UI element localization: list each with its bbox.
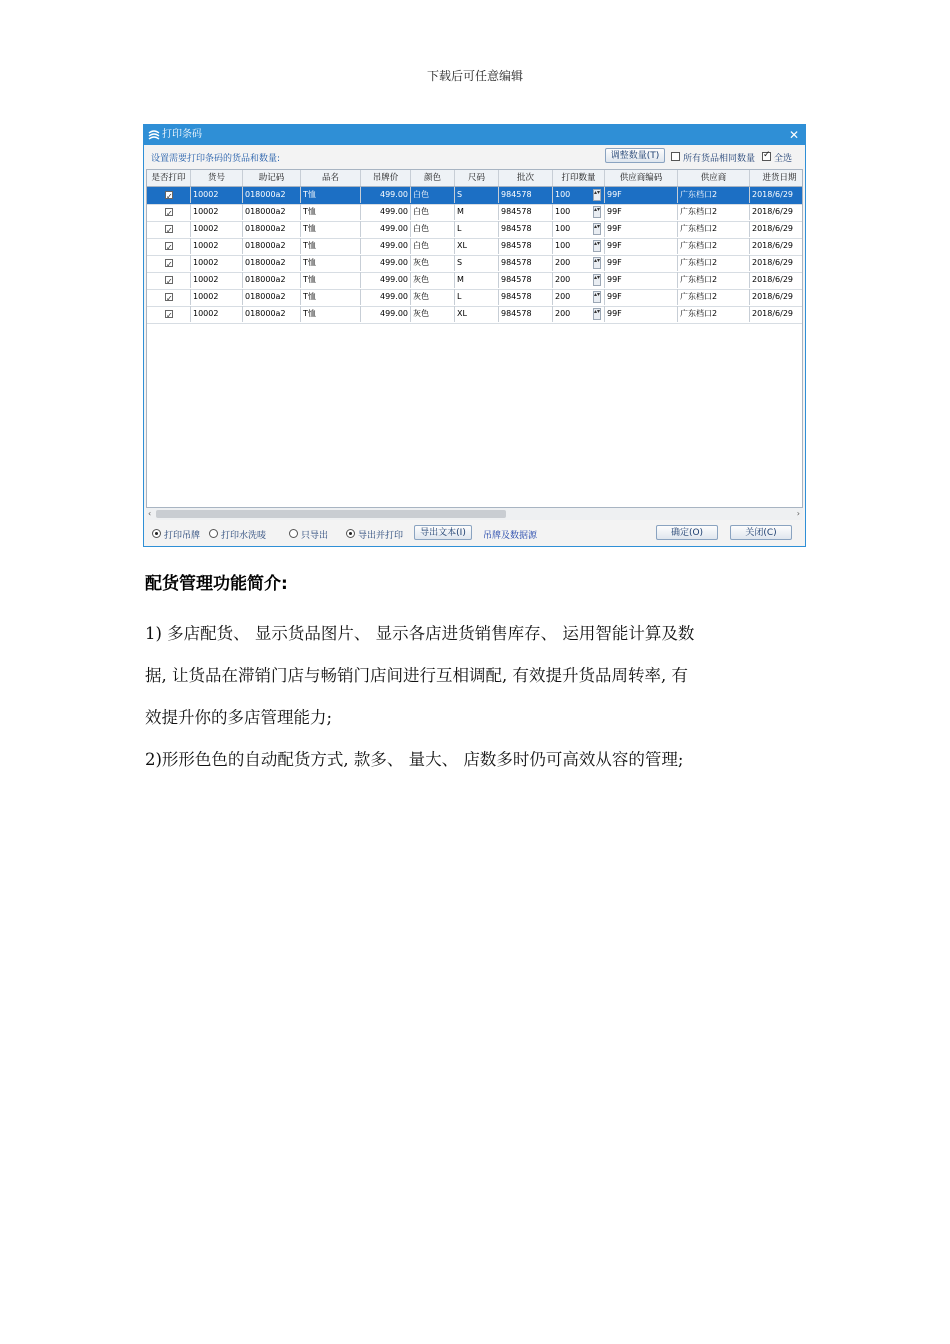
select-all-checkbox[interactable] xyxy=(762,152,771,161)
cell-memo: 018000a2 xyxy=(243,221,301,237)
table-row[interactable] xyxy=(147,187,803,205)
adjust-quantity-button[interactable]: 调整数量(T) xyxy=(605,148,665,163)
quantity-spinner-icon[interactable]: ▴▾ xyxy=(593,189,601,201)
cell-size: S xyxy=(455,187,499,203)
print-barcode-window xyxy=(143,124,806,547)
print-checkbox-cell[interactable] xyxy=(147,255,191,271)
cell-date: 2018/6/29 xyxy=(750,238,803,254)
print-checkbox-cell[interactable] xyxy=(147,238,191,254)
print-tag-label: 打印吊牌 xyxy=(164,531,201,541)
app-logo-icon xyxy=(148,129,160,141)
table-row[interactable] xyxy=(147,289,803,307)
print-checkbox-cell[interactable] xyxy=(147,221,191,237)
cell-code: 10002 xyxy=(191,221,243,237)
cell-size: M xyxy=(455,272,499,288)
row-print-checkbox[interactable] xyxy=(165,259,173,267)
cell-qty[interactable]: 100 ▴▾ xyxy=(553,204,605,220)
column-header[interactable]: 批次 xyxy=(499,170,553,186)
cell-sup-code: 99F xyxy=(605,289,678,305)
cell-name: T恤 xyxy=(301,289,361,305)
print-tag-radio[interactable] xyxy=(152,529,161,538)
cell-size: XL xyxy=(455,306,499,322)
cell-qty[interactable]: 200 ▴▾ xyxy=(553,289,605,305)
column-header[interactable]: 进货日期 xyxy=(750,170,803,186)
row-print-checkbox[interactable] xyxy=(165,191,173,199)
cell-batch: 984578 xyxy=(499,204,553,220)
print-wash-label-radio[interactable] xyxy=(209,529,218,538)
table-row[interactable] xyxy=(147,255,803,273)
paragraph-1-line-2: 据, 让货品在滞销门店与畅销门店间进行互相调配, 有效提升货品周转率, 有 xyxy=(145,666,688,685)
scrollbar-thumb[interactable] xyxy=(156,510,506,518)
export-text-button[interactable]: 导出文本(I) xyxy=(414,525,472,540)
cell-code: 10002 xyxy=(191,187,243,203)
cell-qty[interactable]: 200 ▴▾ xyxy=(553,255,605,271)
cell-code: 10002 xyxy=(191,255,243,271)
row-print-checkbox[interactable] xyxy=(165,225,173,233)
cell-color: 灰色 xyxy=(411,272,455,288)
cell-name: T恤 xyxy=(301,255,361,271)
cell-date: 2018/6/29 xyxy=(750,306,803,322)
row-print-checkbox[interactable] xyxy=(165,208,173,216)
table-row[interactable] xyxy=(147,204,803,222)
print-checkbox-cell[interactable] xyxy=(147,272,191,288)
cell-price: 499.00 xyxy=(361,187,411,203)
cell-code: 10002 xyxy=(191,306,243,322)
cell-sup-code: 99F xyxy=(605,238,678,254)
export-and-print-label: 导出并打印 xyxy=(358,531,404,541)
export-and-print-radio[interactable] xyxy=(346,529,355,538)
cell-date: 2018/6/29 xyxy=(750,272,803,288)
cell-price: 499.00 xyxy=(361,272,411,288)
same-quantity-label: 所有货品相同数量 xyxy=(683,154,756,164)
cell-sup-code: 99F xyxy=(605,204,678,220)
cell-batch: 984578 xyxy=(499,306,553,322)
toolbar xyxy=(144,145,805,167)
cell-sup-code: 99F xyxy=(605,272,678,288)
cell-memo: 018000a2 xyxy=(243,306,301,322)
scroll-left-icon[interactable]: ‹ xyxy=(148,509,152,518)
section-title: 配货管理功能简介: xyxy=(145,574,288,594)
print-wash-label-label: 打印水洗唛 xyxy=(221,531,267,541)
cell-memo: 018000a2 xyxy=(243,255,301,271)
cell-memo: 018000a2 xyxy=(243,187,301,203)
column-header[interactable]: 货号 xyxy=(191,170,243,186)
grid-prompt: 设置需要打印条码的货品和数量: xyxy=(151,154,281,164)
cell-color: 白色 xyxy=(411,238,455,254)
row-print-checkbox[interactable] xyxy=(165,242,173,250)
cell-sup-code: 99F xyxy=(605,187,678,203)
column-header[interactable]: 助记码 xyxy=(243,170,301,186)
dialog-footer xyxy=(144,521,805,545)
cell-color: 灰色 xyxy=(411,306,455,322)
cell-name: T恤 xyxy=(301,238,361,254)
scroll-right-icon[interactable]: › xyxy=(796,509,800,518)
quantity-spinner-icon[interactable]: ▴▾ xyxy=(593,308,601,320)
cell-date: 2018/6/29 xyxy=(750,255,803,271)
close-button[interactable]: 关闭(C) xyxy=(730,525,792,540)
row-print-checkbox[interactable] xyxy=(165,293,173,301)
barcode-grid xyxy=(146,169,803,508)
cell-supplier: 广东档口2 xyxy=(678,255,750,271)
cell-batch: 984578 xyxy=(499,187,553,203)
cell-name: T恤 xyxy=(301,306,361,322)
column-header[interactable]: 供应商编码 xyxy=(605,170,678,186)
column-header[interactable]: 是否打印 xyxy=(147,170,191,186)
cell-memo: 018000a2 xyxy=(243,289,301,305)
cell-supplier: 广东档口2 xyxy=(678,306,750,322)
cell-size: S xyxy=(455,255,499,271)
cell-code: 10002 xyxy=(191,238,243,254)
cell-date: 2018/6/29 xyxy=(750,187,803,203)
cell-batch: 984578 xyxy=(499,221,553,237)
cell-date: 2018/6/29 xyxy=(750,221,803,237)
cell-memo: 018000a2 xyxy=(243,272,301,288)
column-header[interactable]: 尺码 xyxy=(455,170,499,186)
export-only-label: 只导出 xyxy=(301,531,329,541)
page-header-note: 下载后可任意编辑 xyxy=(426,69,523,83)
row-print-checkbox[interactable] xyxy=(165,310,173,318)
quantity-spinner-icon[interactable]: ▴▾ xyxy=(593,257,601,269)
column-header[interactable]: 打印数量 xyxy=(553,170,605,186)
cell-price: 499.00 xyxy=(361,255,411,271)
paragraph-2: 2)形形色色的自动配货方式, 款多、 量大、 店数多时仍可高效从容的管理; xyxy=(145,750,684,769)
cell-price: 499.00 xyxy=(361,289,411,305)
cell-sup-code: 99F xyxy=(605,255,678,271)
cell-batch: 984578 xyxy=(499,238,553,254)
cell-supplier: 广东档口2 xyxy=(678,238,750,254)
window-title: 打印条码 xyxy=(162,129,202,140)
cell-date: 2018/6/29 xyxy=(750,289,803,305)
row-print-checkbox[interactable] xyxy=(165,276,173,284)
column-header[interactable]: 供应商 xyxy=(678,170,750,186)
cell-qty[interactable]: 100 ▴▾ xyxy=(553,238,605,254)
cell-qty[interactable]: 100 ▴▾ xyxy=(553,221,605,237)
cell-color: 灰色 xyxy=(411,255,455,271)
cell-price: 499.00 xyxy=(361,221,411,237)
cell-code: 10002 xyxy=(191,204,243,220)
cell-supplier: 广东档口2 xyxy=(678,289,750,305)
grid-header xyxy=(147,170,803,187)
paragraph-1-line-1: 1) 多店配货、 显示货品图片、 显示各店进货销售库存、 运用智能计算及数 xyxy=(145,624,695,643)
cell-batch: 984578 xyxy=(499,272,553,288)
cell-batch: 984578 xyxy=(499,289,553,305)
cell-price: 499.00 xyxy=(361,306,411,322)
cell-memo: 018000a2 xyxy=(243,238,301,254)
close-icon[interactable]: ✕ xyxy=(788,128,799,142)
print-checkbox-cell[interactable] xyxy=(147,187,191,203)
cell-size: L xyxy=(455,221,499,237)
cell-name: T恤 xyxy=(301,187,361,203)
column-header[interactable]: 颜色 xyxy=(411,170,455,186)
cell-size: XL xyxy=(455,238,499,254)
cell-code: 10002 xyxy=(191,289,243,305)
print-checkbox-cell[interactable] xyxy=(147,306,191,322)
cell-name: T恤 xyxy=(301,221,361,237)
cell-name: T恤 xyxy=(301,272,361,288)
cell-color: 灰色 xyxy=(411,289,455,305)
ok-button[interactable]: 确定(O) xyxy=(656,525,718,540)
cell-price: 499.00 xyxy=(361,238,411,254)
cell-sup-code: 99F xyxy=(605,221,678,237)
tag-data-source-link[interactable]: 吊牌及数据源 xyxy=(483,531,538,541)
column-header[interactable]: 吊牌价 xyxy=(361,170,411,186)
cell-sup-code: 99F xyxy=(605,306,678,322)
cell-qty[interactable]: 100 ▴▾ xyxy=(553,187,605,203)
quantity-spinner-icon[interactable]: ▴▾ xyxy=(593,274,601,286)
cell-code: 10002 xyxy=(191,272,243,288)
same-quantity-checkbox[interactable] xyxy=(671,152,680,161)
cell-batch: 984578 xyxy=(499,255,553,271)
cell-memo: 018000a2 xyxy=(243,204,301,220)
cell-supplier: 广东档口2 xyxy=(678,272,750,288)
print-checkbox-cell[interactable] xyxy=(147,289,191,305)
cell-size: L xyxy=(455,289,499,305)
export-only-radio[interactable] xyxy=(289,529,298,538)
quantity-spinner-icon[interactable]: ▴▾ xyxy=(593,291,601,303)
cell-name: T恤 xyxy=(301,204,361,220)
table-row[interactable] xyxy=(147,272,803,290)
cell-qty[interactable]: 200 ▴▾ xyxy=(553,272,605,288)
cell-color: 白色 xyxy=(411,221,455,237)
cell-date: 2018/6/29 xyxy=(750,204,803,220)
window-titlebar xyxy=(144,125,805,145)
cell-color: 白色 xyxy=(411,204,455,220)
table-row[interactable] xyxy=(147,221,803,239)
cell-supplier: 广东档口2 xyxy=(678,221,750,237)
column-header[interactable]: 品名 xyxy=(301,170,361,186)
cell-qty[interactable]: 200 ▴▾ xyxy=(553,306,605,322)
paragraph-1-line-3: 效提升你的多店管理能力; xyxy=(145,708,333,727)
horizontal-scrollbar[interactable] xyxy=(146,508,803,520)
quantity-spinner-icon[interactable]: ▴▾ xyxy=(593,240,601,252)
select-all-label: 全选 xyxy=(774,154,793,164)
table-row[interactable] xyxy=(147,238,803,256)
quantity-spinner-icon[interactable]: ▴▾ xyxy=(593,206,601,218)
print-checkbox-cell[interactable] xyxy=(147,204,191,220)
table-row[interactable] xyxy=(147,306,803,324)
cell-price: 499.00 xyxy=(361,204,411,220)
cell-supplier: 广东档口2 xyxy=(678,187,750,203)
cell-color: 白色 xyxy=(411,187,455,203)
cell-supplier: 广东档口2 xyxy=(678,204,750,220)
cell-size: M xyxy=(455,204,499,220)
quantity-spinner-icon[interactable]: ▴▾ xyxy=(593,223,601,235)
